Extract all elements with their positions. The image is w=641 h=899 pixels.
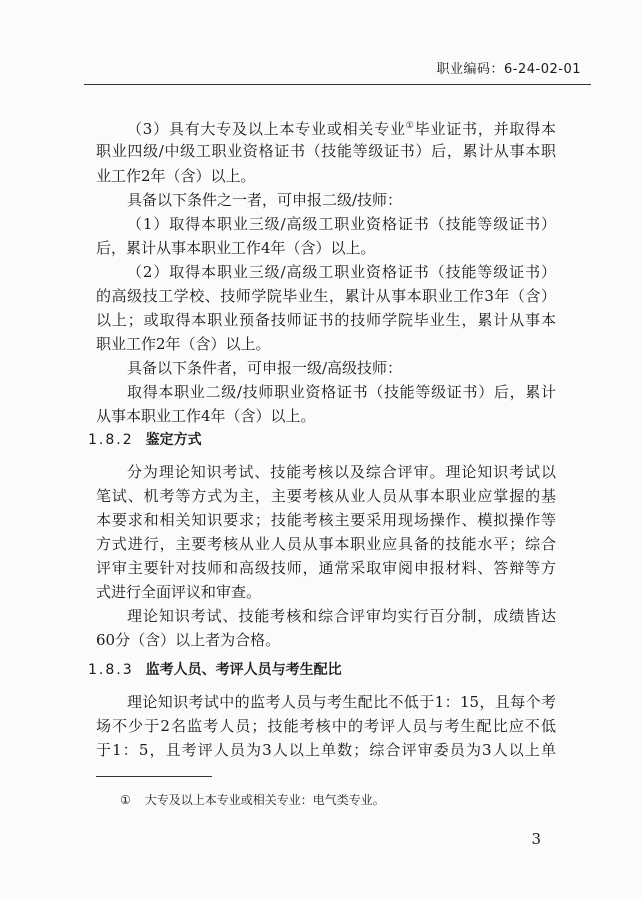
paragraph-line: （2）取得本职业三级/高级工职业资格证书（技能等级证书）: [127, 263, 556, 281]
footnote-text: 大专及以上本专业或相关专业：电气类专业。: [144, 793, 385, 807]
section-title: 鉴定方式: [145, 432, 202, 448]
paragraph-line: 业工作2年（含）以上。: [96, 167, 256, 185]
paragraph-line: 分为理论知识考试、技能考核以及综合评审。理论知识考试以: [127, 463, 556, 481]
paragraph-line: 60分（含）以上者为合格。: [96, 631, 281, 649]
footnote-rule: [96, 776, 212, 777]
section-number: 1.8.3: [88, 662, 134, 678]
occupation-code: 职业编码：6-24-02-01: [436, 62, 581, 77]
paragraph-line: 具备以下条件者，可申报一级/高级技师：: [127, 359, 403, 377]
paragraph-line: 具备以下条件之一者，可申报二级/技师：: [127, 191, 403, 209]
paragraph-line: 以上；或取得本职业预备技师证书的技师学院毕业生，累计从事本: [96, 311, 556, 329]
paragraph-line: 的高级技工学校、技师学院毕业生，累计从事本职业工作3年（含）: [96, 287, 556, 305]
paragraph-line: 职业四级/中级工职业资格证书（技能等级证书）后，累计从事本职: [96, 142, 556, 160]
paragraph-line: （1）取得本职业三级/高级工职业资格证书（技能等级证书）: [127, 215, 556, 233]
page-number: 3: [531, 830, 541, 848]
paragraph-line: 后，累计从事本职业工作4年（含）以上。: [96, 239, 376, 257]
footnote: [120, 792, 385, 808]
paragraph-line: 本要求和相关知识要求；技能考核主要采用现场操作、模拟操作等: [96, 511, 556, 529]
paragraph-line: 从事本职业工作4年（含）以上。: [96, 407, 316, 425]
paragraph-line: 职业工作2年（含）以上。: [96, 335, 271, 353]
paragraph-line: 场不少于2名监考人员；技能考核中的考评人员与考生配比应不低: [96, 717, 556, 735]
paragraph-line: 评审主要针对技师和高级技师，通常采取审阅申报材料、答辩等方: [96, 559, 556, 577]
paragraph-line: 方式进行，主要考核从业人员从事本职业应具备的技能水平；综合: [96, 535, 556, 553]
paragraph-line: 理论知识考试中的监考人员与考生配比不低于1：15，且每个考: [127, 693, 556, 711]
section-number: 1.8.2: [88, 432, 134, 448]
footnote-ref: ①: [405, 121, 415, 131]
paragraph-line: 于1：5，且考评人员为3人以上单数；综合评审委员为3人以上单: [96, 741, 556, 759]
header-rule: [84, 84, 591, 85]
paragraph-line: 笔试、机考等方式为主，主要考核从业人员从事本职业应掌握的基: [96, 487, 556, 505]
paragraph-line: 理论知识考试、技能考核和综合评审均实行百分制，成绩皆达: [127, 607, 556, 625]
paragraph-line: （3）具有大专及以上本专业或相关专业①毕业证书，并取得本: [127, 120, 557, 138]
footnote-mark: ①: [120, 793, 131, 807]
section-title: 监考人员、考评人员与考生配比: [145, 662, 342, 678]
section-heading: [88, 660, 342, 680]
paragraph-line: 取得本职业二级/技师职业资格证书（技能等级证书）后，累计: [127, 383, 556, 401]
paragraph-line: 式进行全面评议和审查。: [96, 583, 262, 601]
section-heading: [88, 430, 202, 450]
